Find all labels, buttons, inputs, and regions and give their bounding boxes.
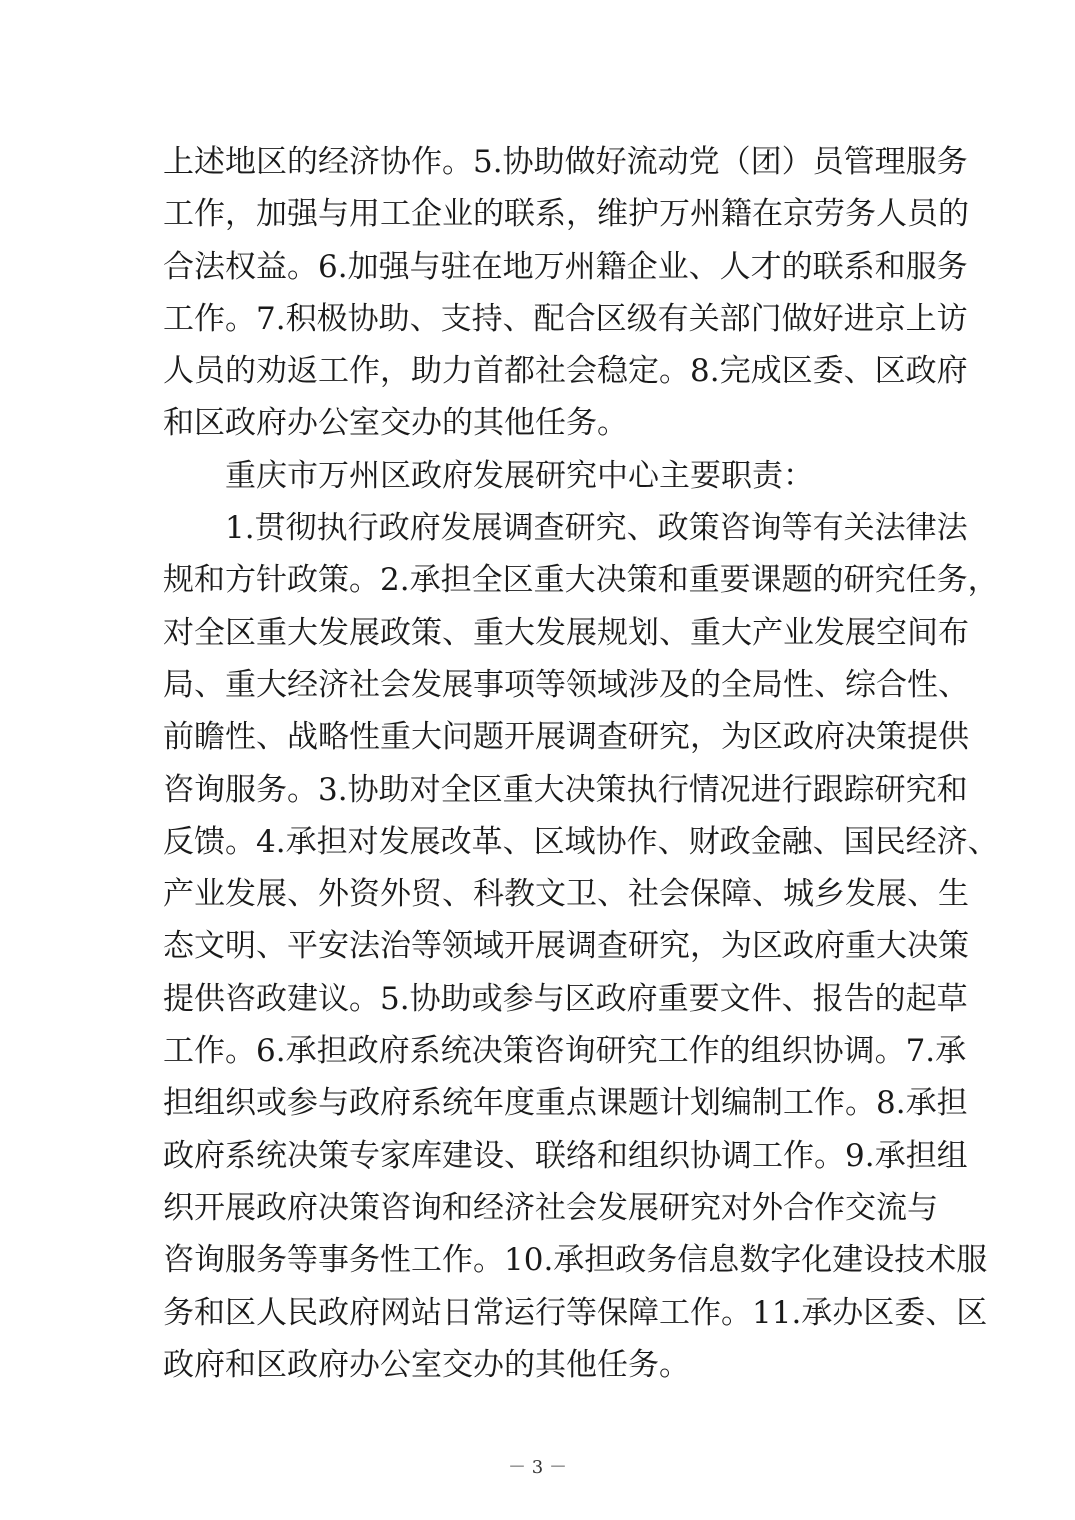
text-line: 局、重大经济社会发展事项等领域涉及的全局性、综合性、 [163,666,969,703]
text-line: 反馈。4.承担对发展改革、区域协作、财政金融、国民经济、 [163,823,999,860]
text-line: 务和区人民政府网站日常运行等保障工作。11.承办区委、区 [163,1294,988,1331]
paragraph-liaison-duties-continued [163,136,969,450]
text-line: 规和方针政策。2.承担全区重大决策和重要课题的研究任务， [163,562,999,599]
text-line: 咨询服务等事务性工作。10.承担政务信息数字化建设技术服 [163,1242,988,1279]
section-heading: 重庆市万州区政府发展研究中心主要职责： [225,457,814,494]
text-line: 上述地区的经济协作。5.协助做好流动党（团）员管理服务 [163,144,968,180]
text-line: 产业发展、外资外贸、科教文卫、社会保障、城乡发展、生 [163,876,969,913]
text-line: 政府和区政府办公室交办的其他任务。 [163,1346,690,1383]
text-line: 态文明、平安法治等领域开展调查研究，为区政府重大决策 [163,928,969,965]
text-line: 1.贯彻执行政府发展调查研究、政策咨询等有关法律法 [225,510,968,547]
text-line: 和区政府办公室交办的其他任务。 [163,405,628,442]
text-line: 合法权益。6.加强与驻在地万州籍企业、人才的联系和服务 [163,248,968,285]
text-line: 担组织或参与政府系统年度重点课题计划编制工作。8.承担 [163,1085,968,1122]
page-number: － 3 － [508,1457,567,1478]
document-body [163,136,999,1391]
text-line: 工作。7.积极协助、支持、配合区级有关部门做好进京上访 [163,300,968,337]
paragraph-research-center-duties [163,502,999,1391]
text-line: 工作，加强与用工企业的联系，维护万州籍在京劳务人员的 [163,196,969,233]
text-line: 提供咨政建议。5.协助或参与区政府重要文件、报告的起草 [163,980,968,1017]
text-line: 工作。6.承担政府系统决策咨询研究工作的组织协调。7.承 [163,1033,967,1070]
text-line: 政府系统决策专家库建设、联络和组织协调工作。9.承担组 [163,1137,968,1174]
paragraph-research-center-heading [163,450,915,502]
text-line: 织开展政府决策咨询和经济社会发展研究对外合作交流与 [163,1189,938,1226]
text-line: 对全区重大发展政策、重大发展规划、重大产业发展空间布 [163,614,969,651]
text-line: 人员的劝返工作，助力首都社会稳定。8.完成区委、区政府 [163,353,968,390]
text-line: 前瞻性、战略性重大问题开展调查研究，为区政府决策提供 [163,719,969,756]
text-line: 咨询服务。3.协助对全区重大决策执行情况进行跟踪研究和 [163,771,968,808]
